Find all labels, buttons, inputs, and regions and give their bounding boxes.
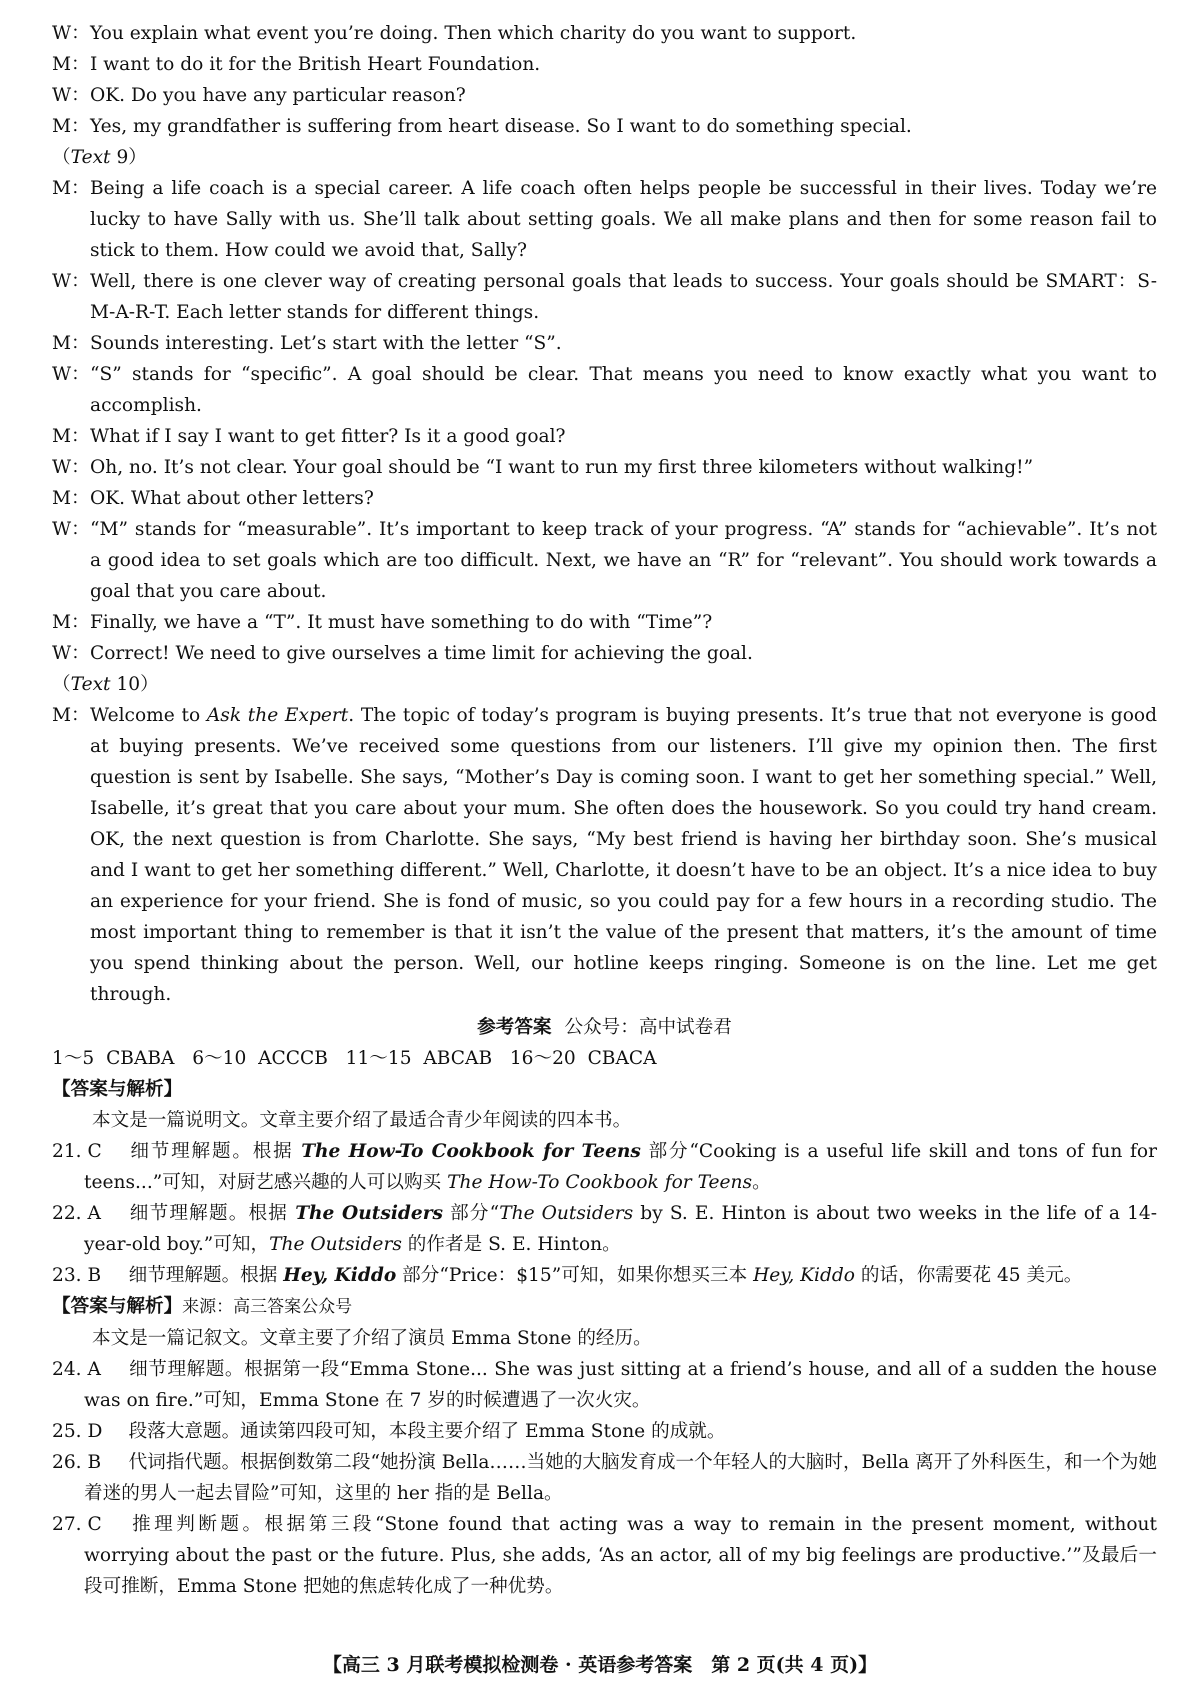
question-24: 24. A 细节理解题。根据第一段“Emma Stone... She was just sitting at a friend’s house, and all of a sudden the house was on fire.”可知，Emma Stone 在 7 岁的时候遭遇了一次火灾。: [52, 1359, 1157, 1411]
dialogue-line: W： “S” stands for “specific”. A goal should be clear. That means you need to know exactly what you want to accomplish.: [52, 364, 1157, 416]
text9-label: （Text 9）: [52, 147, 147, 168]
question-22: 22. A 细节理解题。根据 The Outsiders 部分“The Outsiders by S. E. Hinton is about two weeks in the life of a 14-year-old boy.”可知，The Outsiders 的作者是 S. E. Hinton。: [52, 1203, 1158, 1255]
dialogue-line: W： OK. Do you have any particular reason?: [52, 85, 466, 106]
question-27: 27. C 推理判断题。根据第三段“Stone found that acting was a way to remain in the present moment, without worrying about the past or the future. Plus, she adds, ‘As an actor, all of my big feelings are productive.’”及最后一段可推断，Emma Stone 把她的焦虑转化成了一种优势。: [52, 1514, 1157, 1597]
analysis-heading: 【答案与解析】: [52, 1079, 183, 1100]
text9-dialogue: [52, 173, 1157, 669]
answer-source: 公众号：高中试卷君: [564, 1017, 732, 1038]
dialogue-line: W： Oh, no. It’s not clear. Your goal should be “I want to run my first three kilometers without walking!”: [52, 457, 1034, 478]
dialogue-line: M： OK. What about other letters?: [52, 488, 374, 509]
page-footer: 【高三 3 月联考模拟检测卷 · 英语参考答案 第 2 页(共 4 页)】: [322, 1654, 878, 1676]
text10-label: （Text 10）: [52, 674, 159, 695]
question-21: 21. C 细节理解题。根据 The How-To Cookbook for Teens 部分“Cooking is a useful life skill and tons of fun for teens...”可知，对厨艺感兴趣的人可以购买 The How-To Cookbook for Teens。: [52, 1141, 1157, 1193]
dialogue-line: M： Being a life coach is a special career. A life coach often helps people be successful in their lives. Today we’re lucky to have Sally with us. She’ll talk about setting goals. We all make plans and then for some reason fail to stick to them. How could we avoid that, Sally?: [52, 178, 1157, 261]
analysis-intro: 本文是一篇记叙文。文章主要了介绍了演员 Emma Stone 的经历。: [92, 1328, 652, 1349]
dialogue-line: W： Correct! We need to give ourselves a time limit for achieving the goal.: [52, 643, 753, 664]
answer-keys: 1～5 CBABA 6～10 ACCCB 11～15 ABCAB 16～20 CBACA: [52, 1048, 657, 1069]
analysis-source: 来源：高三答案公众号: [182, 1297, 353, 1317]
dialogue-line: M： Yes, my grandfather is suffering from heart disease. So I want to do something special.: [52, 116, 912, 137]
dialogue-line: W： “M” stands for “measurable”. It’s important to keep track of your progress. “A” stands for “achievable”. It’s not a good idea to set goals which are too difficult. Next, we have an “R” for “relevant”. You should work towards a goal that you care about.: [52, 519, 1157, 602]
dialogue-line: M： What if I say I want to get fitter? Is it a good goal?: [52, 426, 566, 447]
document-page: [52, 18, 1157, 1602]
dialogue-line: W： Well, there is one clever way of creating personal goals that leads to success. Your goals should be SMART：S-M-A-R-T. Each letter stands for different things.: [52, 271, 1157, 323]
analysis-intro: 本文是一篇说明文。文章主要介绍了最适合青少年阅读的四本书。: [92, 1110, 632, 1131]
text10-monologue: M： Welcome to Ask the Expert. The topic of today’s program is buying presents. It’s true that not everyone is good at buying presents. We’ve received some questions from our listeners. I’ll give my opinion then. The first question is sent by Isabelle. She says, “Mother’s Day is coming soon. I want to get her something special.” Well, Isabelle, it’s great that you care about your mum. She often does the housework. So you could try hand cream. OK, the next question is from Charlotte. She says, “My best friend is having her birthday soon. She’s musical and I want to get her something different.” Well, Charlotte, it doesn’t have to be an object. It’s a nice idea to buy an experience for your friend. She is fond of music, so you could pay for a few hours in a recording studio. The most important thing to remember is that it isn’t the value of the present that matters, it’s the amount of time you spend thinking about the person. Well, our hotline keeps ringing. Someone is on the line. Let me get through.: [52, 705, 1157, 1005]
analysis-heading: 【答案与解析】来源：高三答案公众号: [52, 1296, 353, 1317]
dialogue-top: [52, 18, 1157, 142]
dialogue-line: M： I want to do it for the British Heart Foundation.: [52, 54, 541, 75]
dialogue-line: W： You explain what event you’re doing. Then which charity do you want to support.: [52, 23, 857, 44]
question-25: 25. D 段落大意题。通读第四段可知，本段主要介绍了 Emma Stone 的成就。: [52, 1421, 726, 1442]
question-26: 26. B 代词指代题。根据倒数第二段“她扮演 Bella……当她的大脑发育成一个年轻人的大脑时，Bella 离开了外科医生，和一个为她着迷的男人一起去冒险”可知，这里的 her 指的是 Bella。: [52, 1452, 1157, 1504]
dialogue-line: M： Sounds interesting. Let’s start with the letter “S”.: [52, 333, 562, 354]
answer-title: 参考答案 公众号：高中试卷君: [477, 1017, 732, 1038]
dialogue-line: M： Finally, we have a “T”. It must have something to do with “Time”?: [52, 612, 713, 633]
question-23: 23. B 细节理解题。根据 Hey, Kiddo 部分“Price：$15”可知，如果你想买三本 Hey, Kiddo 的话，你需要花 45 美元。: [52, 1265, 1083, 1286]
